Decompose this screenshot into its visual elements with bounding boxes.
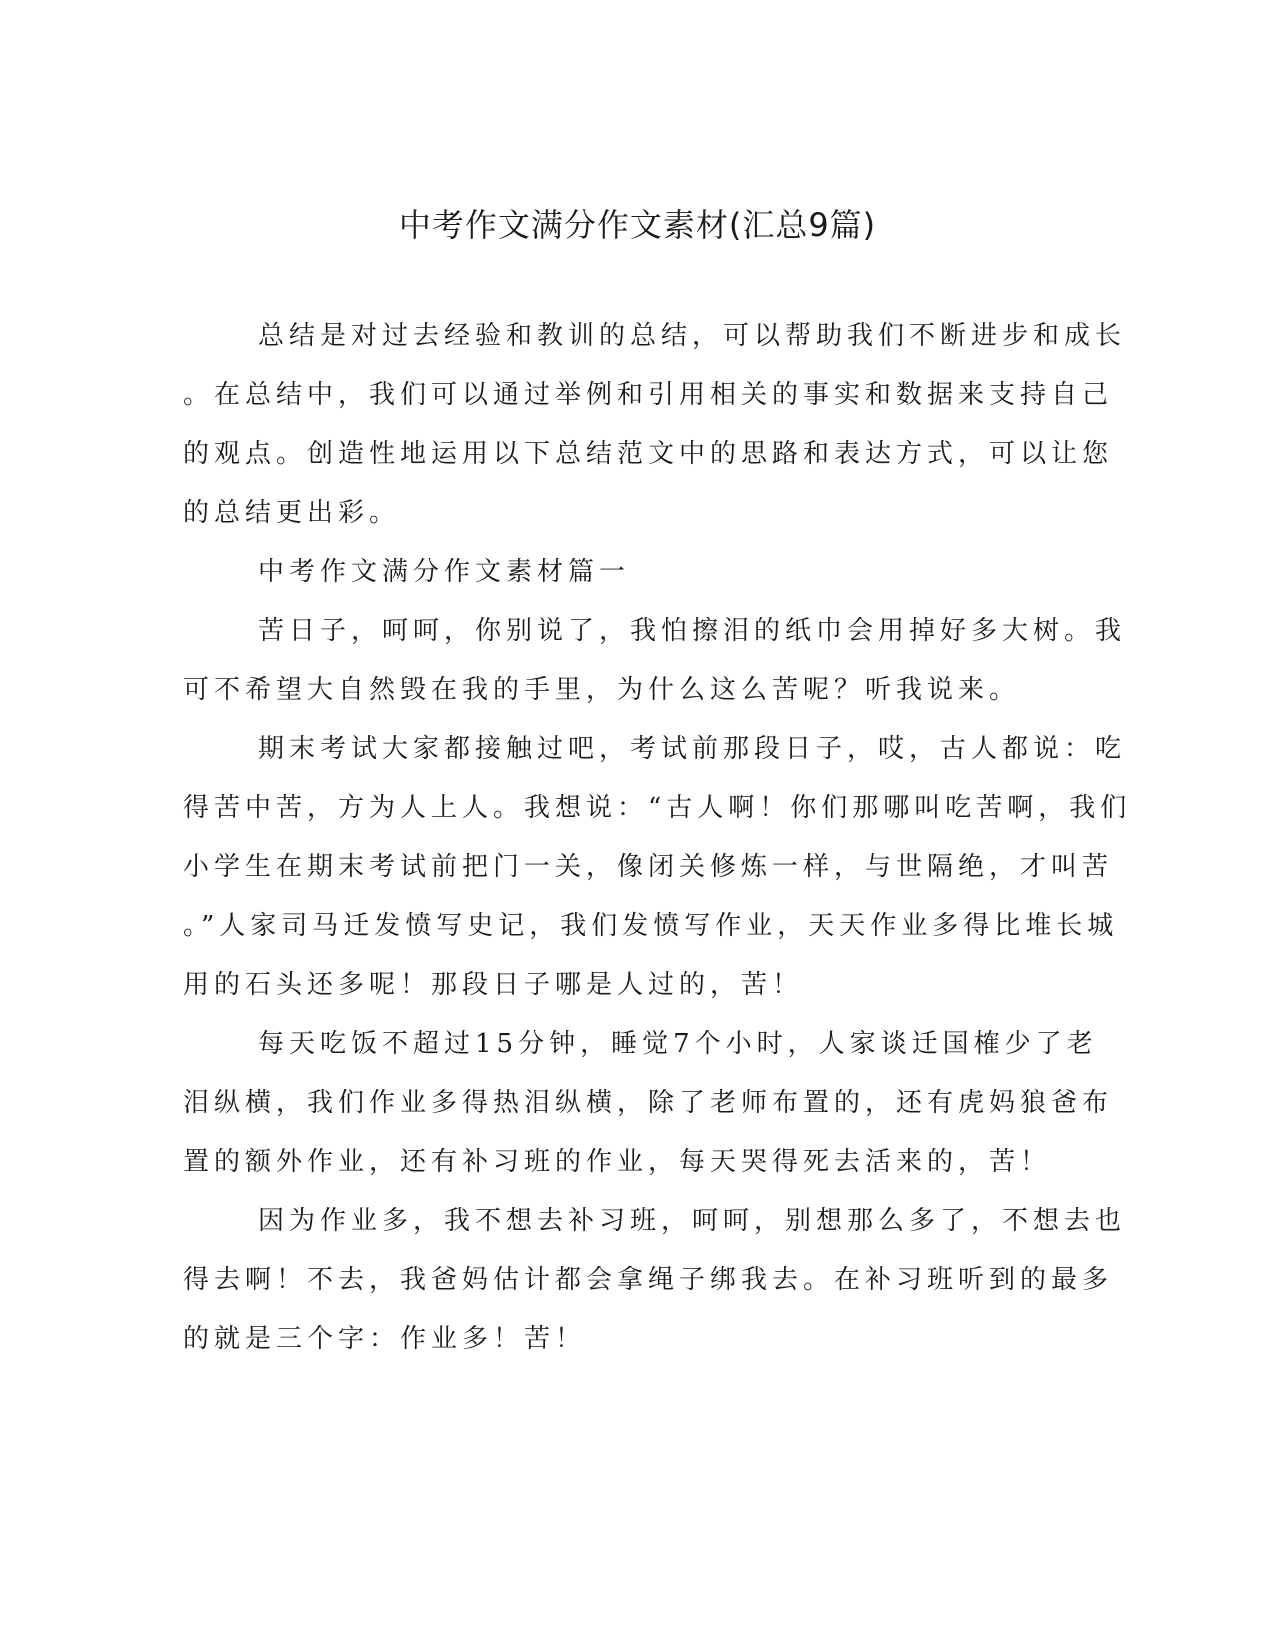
paragraph-line: 用的石头还多呢！那段日子哪是人过的，苦！ bbox=[183, 970, 804, 1000]
paragraph-line: 的观点。创造性地运用以下总结范文中的思路和表达方式，可以让您 bbox=[183, 439, 1114, 469]
paragraph-line: 因为作业多，我不想去补习班，呵呵，别想那么多了，不想去也 bbox=[258, 1206, 1127, 1236]
paragraph-line: 每天吃饭不超过15分钟，睡觉7个小时，人家谈迁国榷少了老 bbox=[258, 1029, 1098, 1059]
paragraph-line: 总结是对过去经验和教训的总结，可以帮助我们不断进步和成长 bbox=[258, 321, 1127, 351]
paragraph-line: 泪纵横，我们作业多得热泪纵横，除了老师布置的，还有虎妈狼爸布 bbox=[183, 1088, 1114, 1118]
paragraph-line: 。”人家司马迁发愤写史记，我们发愤写作业，天天作业多得比堆长城 bbox=[183, 911, 1119, 941]
paragraph-line: 小学生在期末考试前把门一关，像闭关修炼一样，与世隔绝，才叫苦 bbox=[183, 852, 1114, 882]
paragraph-line: 苦日子，呵呵，你别说了，我怕擦泪的纸巾会用掉好多大树。我 bbox=[258, 616, 1127, 646]
paragraph-line: 得去啊！不去，我爸妈估计都会拿绳子绑我去。在补习班听到的最多 bbox=[183, 1265, 1114, 1295]
paragraph-line: 的总结更出彩。 bbox=[183, 498, 401, 528]
paragraph-line: 。在总结中，我们可以通过举例和引用相关的事实和数据来支持自己 bbox=[183, 380, 1114, 410]
paragraph-line: 的就是三个字：作业多！苦！ bbox=[183, 1324, 587, 1354]
paragraph-line: 得苦中苦，方为人上人。我想说：“古人啊！你们那哪叫吃苦啊，我们 bbox=[183, 793, 1132, 823]
paragraph-line: 可不希望大自然毁在我的手里，为什么这么苦呢？听我说来。 bbox=[183, 675, 1021, 705]
section-heading: 中考作文满分作文素材篇一 bbox=[258, 557, 631, 587]
paragraph-line: 置的额外作业，还有补习班的作业，每天哭得死去活来的，苦！ bbox=[183, 1147, 1052, 1177]
paragraph-line: 期末考试大家都接触过吧，考试前那段日子，哎，古人都说：吃 bbox=[258, 734, 1127, 764]
document-title: 中考作文满分作文素材(汇总9篇) bbox=[398, 206, 877, 244]
